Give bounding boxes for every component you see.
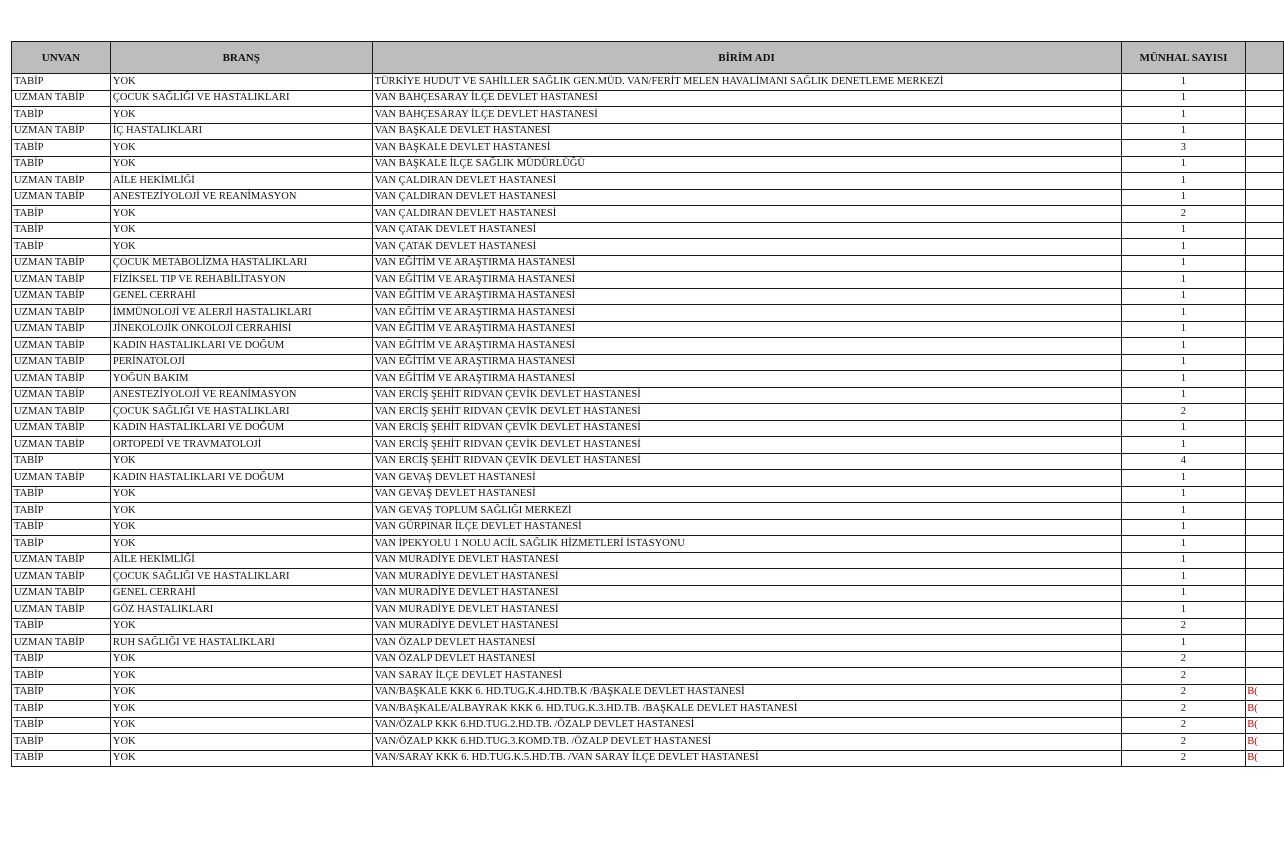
cell-birim-adi: VAN BAHÇESARAY İLÇE DEVLET HASTANESİ — [372, 107, 1121, 124]
cell-brans: YOK — [110, 734, 372, 751]
cell-extra — [1246, 651, 1284, 668]
table-row — [12, 404, 1284, 421]
cell-unvan: UZMAN TABİP — [12, 420, 111, 437]
cell-birim-adi: VAN MURADİYE DEVLET HASTANESİ — [372, 569, 1121, 586]
cell-extra: B( — [1246, 750, 1284, 767]
table-row — [12, 239, 1284, 256]
cell-munhal-sayisi: 2 — [1121, 717, 1246, 734]
cell-birim-adi: VAN ÖZALP DEVLET HASTANESİ — [372, 635, 1121, 652]
cell-unvan: UZMAN TABİP — [12, 288, 111, 305]
cell-brans: YOK — [110, 536, 372, 553]
cell-unvan: UZMAN TABİP — [12, 635, 111, 652]
cell-unvan: UZMAN TABİP — [12, 371, 111, 388]
cell-brans: YOK — [110, 453, 372, 470]
cell-birim-adi: VAN ÇALDIRAN DEVLET HASTANESİ — [372, 206, 1121, 223]
cell-extra — [1246, 387, 1284, 404]
cell-munhal-sayisi: 3 — [1121, 140, 1246, 157]
cell-brans: İMMÜNOLOJİ VE ALERJİ HASTALIKLARI — [110, 305, 372, 322]
cell-birim-adi: VAN GEVAŞ DEVLET HASTANESİ — [372, 470, 1121, 487]
cell-birim-adi: VAN EĞİTİM VE ARAŞTIRMA HASTANESİ — [372, 288, 1121, 305]
cell-brans: GÖZ HASTALIKLARI — [110, 602, 372, 619]
table-row — [12, 750, 1284, 767]
cell-munhal-sayisi: 2 — [1121, 701, 1246, 718]
table-row — [12, 354, 1284, 371]
cell-birim-adi: VAN ÇATAK DEVLET HASTANESİ — [372, 239, 1121, 256]
cell-unvan: TABİP — [12, 668, 111, 685]
table-row — [12, 470, 1284, 487]
cell-extra — [1246, 602, 1284, 619]
cell-birim-adi: VAN ERCİŞ ŞEHİT RIDVAN ÇEVİK DEVLET HASTANESİ — [372, 387, 1121, 404]
cell-birim-adi: TÜRKİYE HUDUT VE SAHİLLER SAĞLIK GEN.MÜD. VAN/FERİT MELEN HAVALİMANI SAĞLIK DENETLEME MERKEZİ — [372, 74, 1121, 91]
cell-brans: YOK — [110, 239, 372, 256]
vacancy-table — [11, 41, 1284, 767]
cell-brans: YOK — [110, 717, 372, 734]
cell-unvan: TABİP — [12, 453, 111, 470]
cell-extra — [1246, 338, 1284, 355]
table-row — [12, 734, 1284, 751]
cell-birim-adi: VAN GÜRPINAR İLÇE DEVLET HASTANESİ — [372, 519, 1121, 536]
cell-brans: ANESTEZİYOLOJİ VE REANİMASYON — [110, 189, 372, 206]
cell-birim-adi: VAN BAHÇESARAY İLÇE DEVLET HASTANESİ — [372, 90, 1121, 107]
cell-extra — [1246, 140, 1284, 157]
table-row — [12, 437, 1284, 454]
cell-unvan: UZMAN TABİP — [12, 585, 111, 602]
cell-unvan: TABİP — [12, 618, 111, 635]
table-row — [12, 90, 1284, 107]
cell-munhal-sayisi: 1 — [1121, 74, 1246, 91]
cell-birim-adi: VAN İPEKYOLU 1 NOLU ACİL SAĞLIK HİZMETLERİ İSTASYONU — [372, 536, 1121, 553]
cell-extra — [1246, 74, 1284, 91]
cell-munhal-sayisi: 1 — [1121, 239, 1246, 256]
cell-munhal-sayisi: 1 — [1121, 519, 1246, 536]
cell-extra — [1246, 305, 1284, 322]
cell-brans: YOK — [110, 486, 372, 503]
cell-brans: YOK — [110, 651, 372, 668]
cell-brans: GENEL CERRAHİ — [110, 288, 372, 305]
cell-birim-adi: VAN MURADİYE DEVLET HASTANESİ — [372, 552, 1121, 569]
table-row — [12, 107, 1284, 124]
cell-unvan: TABİP — [12, 684, 111, 701]
table-row — [12, 371, 1284, 388]
cell-extra: B( — [1246, 684, 1284, 701]
cell-birim-adi: VAN MURADİYE DEVLET HASTANESİ — [372, 618, 1121, 635]
cell-brans: ÇOCUK SAĞLIĞI VE HASTALIKLARI — [110, 90, 372, 107]
cell-brans: YOĞUN BAKIM — [110, 371, 372, 388]
cell-birim-adi: VAN EĞİTİM VE ARAŞTIRMA HASTANESİ — [372, 305, 1121, 322]
cell-munhal-sayisi: 4 — [1121, 453, 1246, 470]
cell-munhal-sayisi: 1 — [1121, 321, 1246, 338]
cell-extra — [1246, 173, 1284, 190]
cell-munhal-sayisi: 1 — [1121, 569, 1246, 586]
cell-unvan: TABİP — [12, 651, 111, 668]
cell-munhal-sayisi: 1 — [1121, 338, 1246, 355]
cell-extra — [1246, 552, 1284, 569]
cell-extra — [1246, 107, 1284, 124]
table-row — [12, 338, 1284, 355]
cell-brans: PERİNATOLOJİ — [110, 354, 372, 371]
cell-brans: YOK — [110, 74, 372, 91]
table-body — [12, 74, 1284, 767]
cell-extra — [1246, 123, 1284, 140]
cell-brans: AİLE HEKİMLİĞİ — [110, 173, 372, 190]
cell-extra — [1246, 437, 1284, 454]
cell-birim-adi: VAN EĞİTİM VE ARAŞTIRMA HASTANESİ — [372, 354, 1121, 371]
cell-extra — [1246, 486, 1284, 503]
cell-birim-adi: VAN ÇATAK DEVLET HASTANESİ — [372, 222, 1121, 239]
cell-munhal-sayisi: 1 — [1121, 552, 1246, 569]
header-munhal-sayisi: MÜNHAL SAYISI — [1121, 42, 1246, 74]
cell-unvan: TABİP — [12, 239, 111, 256]
cell-extra — [1246, 635, 1284, 652]
cell-munhal-sayisi: 1 — [1121, 305, 1246, 322]
cell-extra — [1246, 222, 1284, 239]
table-row — [12, 222, 1284, 239]
cell-munhal-sayisi: 1 — [1121, 173, 1246, 190]
table-row — [12, 173, 1284, 190]
table-header — [12, 42, 1284, 74]
table-row — [12, 123, 1284, 140]
cell-extra — [1246, 272, 1284, 289]
cell-unvan: UZMAN TABİP — [12, 437, 111, 454]
cell-birim-adi: VAN BAŞKALE DEVLET HASTANESİ — [372, 140, 1121, 157]
table-row — [12, 503, 1284, 520]
table-row — [12, 74, 1284, 91]
cell-unvan: TABİP — [12, 701, 111, 718]
cell-extra — [1246, 189, 1284, 206]
cell-brans: ÇOCUK SAĞLIĞI VE HASTALIKLARI — [110, 569, 372, 586]
header-brans: BRANŞ — [110, 42, 372, 74]
table-row — [12, 321, 1284, 338]
cell-unvan: UZMAN TABİP — [12, 470, 111, 487]
cell-munhal-sayisi: 2 — [1121, 618, 1246, 635]
cell-unvan: UZMAN TABİP — [12, 189, 111, 206]
cell-brans: AİLE HEKİMLİĞİ — [110, 552, 372, 569]
cell-brans: ÇOCUK SAĞLIĞI VE HASTALIKLARI — [110, 404, 372, 421]
cell-birim-adi: VAN/SARAY KKK 6. HD.TUG.K.5.HD.TB. /VAN SARAY İLÇE DEVLET HASTANESİ — [372, 750, 1121, 767]
cell-birim-adi: VAN EĞİTİM VE ARAŞTIRMA HASTANESİ — [372, 272, 1121, 289]
cell-unvan: TABİP — [12, 536, 111, 553]
table-row — [12, 387, 1284, 404]
table-row — [12, 156, 1284, 173]
header-row — [12, 42, 1284, 74]
cell-brans: YOK — [110, 618, 372, 635]
cell-unvan: TABİP — [12, 519, 111, 536]
cell-unvan: UZMAN TABİP — [12, 255, 111, 272]
cell-birim-adi: VAN GEVAŞ TOPLUM SAĞLIĞI MERKEZİ — [372, 503, 1121, 520]
table-row — [12, 684, 1284, 701]
cell-extra: B( — [1246, 734, 1284, 751]
cell-munhal-sayisi: 1 — [1121, 585, 1246, 602]
cell-extra — [1246, 585, 1284, 602]
cell-unvan: TABİP — [12, 503, 111, 520]
table-row — [12, 717, 1284, 734]
cell-birim-adi: VAN EĞİTİM VE ARAŞTIRMA HASTANESİ — [372, 321, 1121, 338]
cell-brans: YOK — [110, 140, 372, 157]
cell-munhal-sayisi: 1 — [1121, 189, 1246, 206]
cell-munhal-sayisi: 1 — [1121, 107, 1246, 124]
cell-unvan: UZMAN TABİP — [12, 387, 111, 404]
cell-brans: KADIN HASTALIKLARI VE DOĞUM — [110, 338, 372, 355]
cell-brans: ÇOCUK METABOLİZMA HASTALIKLARI — [110, 255, 372, 272]
cell-munhal-sayisi: 1 — [1121, 288, 1246, 305]
cell-birim-adi: VAN ERCİŞ ŞEHİT RIDVAN ÇEVİK DEVLET HASTANESİ — [372, 453, 1121, 470]
cell-birim-adi: VAN MURADİYE DEVLET HASTANESİ — [372, 602, 1121, 619]
table-row — [12, 602, 1284, 619]
cell-extra — [1246, 420, 1284, 437]
cell-unvan: TABİP — [12, 156, 111, 173]
table-row — [12, 585, 1284, 602]
table-row — [12, 420, 1284, 437]
cell-munhal-sayisi: 1 — [1121, 255, 1246, 272]
cell-birim-adi: VAN BAŞKALE İLÇE SAĞLIK MÜDÜRLÜĞÜ — [372, 156, 1121, 173]
cell-unvan: TABİP — [12, 140, 111, 157]
cell-unvan: TABİP — [12, 750, 111, 767]
cell-birim-adi: VAN ERCİŞ ŞEHİT RIDVAN ÇEVİK DEVLET HASTANESİ — [372, 420, 1121, 437]
cell-munhal-sayisi: 1 — [1121, 272, 1246, 289]
cell-unvan: TABİP — [12, 107, 111, 124]
cell-birim-adi: VAN/ÖZALP KKK 6.HD.TUG.3.KOMD.TB. /ÖZALP DEVLET HASTANESİ — [372, 734, 1121, 751]
cell-brans: YOK — [110, 222, 372, 239]
cell-brans: ORTOPEDİ VE TRAVMATOLOJİ — [110, 437, 372, 454]
cell-birim-adi: VAN EĞİTİM VE ARAŞTIRMA HASTANESİ — [372, 255, 1121, 272]
cell-birim-adi: VAN SARAY İLÇE DEVLET HASTANESİ — [372, 668, 1121, 685]
cell-munhal-sayisi: 2 — [1121, 206, 1246, 223]
table-row — [12, 255, 1284, 272]
cell-unvan: UZMAN TABİP — [12, 173, 111, 190]
header-birim-adi: BİRİM ADI — [372, 42, 1121, 74]
cell-brans: YOK — [110, 701, 372, 718]
cell-brans: YOK — [110, 684, 372, 701]
cell-brans: YOK — [110, 206, 372, 223]
cell-brans: YOK — [110, 750, 372, 767]
table-row — [12, 536, 1284, 553]
cell-munhal-sayisi: 1 — [1121, 123, 1246, 140]
cell-brans: KADIN HASTALIKLARI VE DOĞUM — [110, 420, 372, 437]
cell-extra — [1246, 453, 1284, 470]
table-row — [12, 288, 1284, 305]
cell-brans: ANESTEZİYOLOJİ VE REANİMASYON — [110, 387, 372, 404]
cell-munhal-sayisi: 1 — [1121, 635, 1246, 652]
table-row — [12, 569, 1284, 586]
cell-birim-adi: VAN/ÖZALP KKK 6.HD.TUG.2.HD.TB. /ÖZALP DEVLET HASTANESİ — [372, 717, 1121, 734]
cell-brans: FİZİKSEL TIP VE REHABİLİTASYON — [110, 272, 372, 289]
cell-munhal-sayisi: 1 — [1121, 486, 1246, 503]
cell-unvan: UZMAN TABİP — [12, 272, 111, 289]
cell-unvan: TABİP — [12, 734, 111, 751]
cell-extra — [1246, 536, 1284, 553]
cell-munhal-sayisi: 1 — [1121, 470, 1246, 487]
cell-extra — [1246, 569, 1284, 586]
table-row — [12, 189, 1284, 206]
cell-extra — [1246, 321, 1284, 338]
cell-unvan: UZMAN TABİP — [12, 321, 111, 338]
cell-munhal-sayisi: 2 — [1121, 684, 1246, 701]
cell-extra — [1246, 90, 1284, 107]
cell-unvan: UZMAN TABİP — [12, 90, 111, 107]
cell-brans: İÇ HASTALIKLARI — [110, 123, 372, 140]
cell-extra — [1246, 668, 1284, 685]
table-row — [12, 519, 1284, 536]
cell-munhal-sayisi: 1 — [1121, 387, 1246, 404]
cell-munhal-sayisi: 1 — [1121, 90, 1246, 107]
table-row — [12, 272, 1284, 289]
cell-birim-adi: VAN ÇALDIRAN DEVLET HASTANESİ — [372, 189, 1121, 206]
cell-unvan: TABİP — [12, 486, 111, 503]
table-row — [12, 552, 1284, 569]
cell-brans: GENEL CERRAHİ — [110, 585, 372, 602]
cell-brans: RUH SAĞLIĞI VE HASTALIKLARI — [110, 635, 372, 652]
cell-munhal-sayisi: 1 — [1121, 420, 1246, 437]
cell-brans: YOK — [110, 156, 372, 173]
cell-extra — [1246, 354, 1284, 371]
cell-munhal-sayisi: 2 — [1121, 750, 1246, 767]
cell-birim-adi: VAN EĞİTİM VE ARAŞTIRMA HASTANESİ — [372, 371, 1121, 388]
table-row — [12, 635, 1284, 652]
table-row — [12, 668, 1284, 685]
cell-munhal-sayisi: 1 — [1121, 536, 1246, 553]
cell-unvan: UZMAN TABİP — [12, 552, 111, 569]
cell-brans: JİNEKOLOJİK ONKOLOJİ CERRAHİSİ — [110, 321, 372, 338]
cell-brans: YOK — [110, 668, 372, 685]
cell-extra — [1246, 288, 1284, 305]
table-row — [12, 453, 1284, 470]
cell-unvan: TABİP — [12, 74, 111, 91]
cell-unvan: UZMAN TABİP — [12, 404, 111, 421]
cell-extra — [1246, 618, 1284, 635]
cell-unvan: TABİP — [12, 717, 111, 734]
table-row — [12, 618, 1284, 635]
cell-birim-adi: VAN/BAŞKALE KKK 6. HD.TUG.K.4.HD.TB.K /BAŞKALE DEVLET HASTANESİ — [372, 684, 1121, 701]
cell-unvan: UZMAN TABİP — [12, 338, 111, 355]
cell-munhal-sayisi: 1 — [1121, 437, 1246, 454]
cell-birim-adi: VAN BAŞKALE DEVLET HASTANESİ — [372, 123, 1121, 140]
table-row — [12, 140, 1284, 157]
cell-unvan: UZMAN TABİP — [12, 123, 111, 140]
cell-munhal-sayisi: 2 — [1121, 668, 1246, 685]
cell-munhal-sayisi: 2 — [1121, 651, 1246, 668]
cell-birim-adi: VAN ÖZALP DEVLET HASTANESİ — [372, 651, 1121, 668]
cell-brans: YOK — [110, 107, 372, 124]
cell-munhal-sayisi: 1 — [1121, 156, 1246, 173]
table-row — [12, 651, 1284, 668]
cell-birim-adi: VAN ERCİŞ ŞEHİT RIDVAN ÇEVİK DEVLET HASTANESİ — [372, 404, 1121, 421]
cell-birim-adi: VAN/BAŞKALE/ALBAYRAK KKK 6. HD.TUG.K.3.HD.TB. /BAŞKALE DEVLET HASTANESİ — [372, 701, 1121, 718]
cell-birim-adi: VAN ÇALDIRAN DEVLET HASTANESİ — [372, 173, 1121, 190]
table-row — [12, 486, 1284, 503]
cell-extra — [1246, 239, 1284, 256]
cell-birim-adi: VAN ERCİŞ ŞEHİT RIDVAN ÇEVİK DEVLET HASTANESİ — [372, 437, 1121, 454]
cell-munhal-sayisi: 1 — [1121, 371, 1246, 388]
cell-extra — [1246, 519, 1284, 536]
cell-extra — [1246, 156, 1284, 173]
cell-unvan: UZMAN TABİP — [12, 305, 111, 322]
cell-brans: KADIN HASTALIKLARI VE DOĞUM — [110, 470, 372, 487]
table-row — [12, 305, 1284, 322]
header-extra — [1246, 42, 1284, 74]
cell-unvan: TABİP — [12, 206, 111, 223]
cell-munhal-sayisi: 2 — [1121, 734, 1246, 751]
cell-munhal-sayisi: 1 — [1121, 354, 1246, 371]
cell-extra: B( — [1246, 701, 1284, 718]
cell-birim-adi: VAN GEVAŞ DEVLET HASTANESİ — [372, 486, 1121, 503]
cell-unvan: UZMAN TABİP — [12, 602, 111, 619]
cell-brans: YOK — [110, 503, 372, 520]
cell-extra — [1246, 404, 1284, 421]
cell-extra — [1246, 470, 1284, 487]
cell-munhal-sayisi: 1 — [1121, 222, 1246, 239]
cell-brans: YOK — [110, 519, 372, 536]
cell-extra — [1246, 255, 1284, 272]
cell-birim-adi: VAN MURADİYE DEVLET HASTANESİ — [372, 585, 1121, 602]
cell-unvan: TABİP — [12, 222, 111, 239]
table-row — [12, 206, 1284, 223]
cell-unvan: UZMAN TABİP — [12, 569, 111, 586]
cell-munhal-sayisi: 1 — [1121, 503, 1246, 520]
cell-extra — [1246, 206, 1284, 223]
cell-extra — [1246, 503, 1284, 520]
cell-munhal-sayisi: 1 — [1121, 602, 1246, 619]
cell-munhal-sayisi: 2 — [1121, 404, 1246, 421]
cell-birim-adi: VAN EĞİTİM VE ARAŞTIRMA HASTANESİ — [372, 338, 1121, 355]
cell-unvan: UZMAN TABİP — [12, 354, 111, 371]
cell-extra: B( — [1246, 717, 1284, 734]
table-row — [12, 701, 1284, 718]
header-unvan: UNVAN — [12, 42, 111, 74]
cell-extra — [1246, 371, 1284, 388]
